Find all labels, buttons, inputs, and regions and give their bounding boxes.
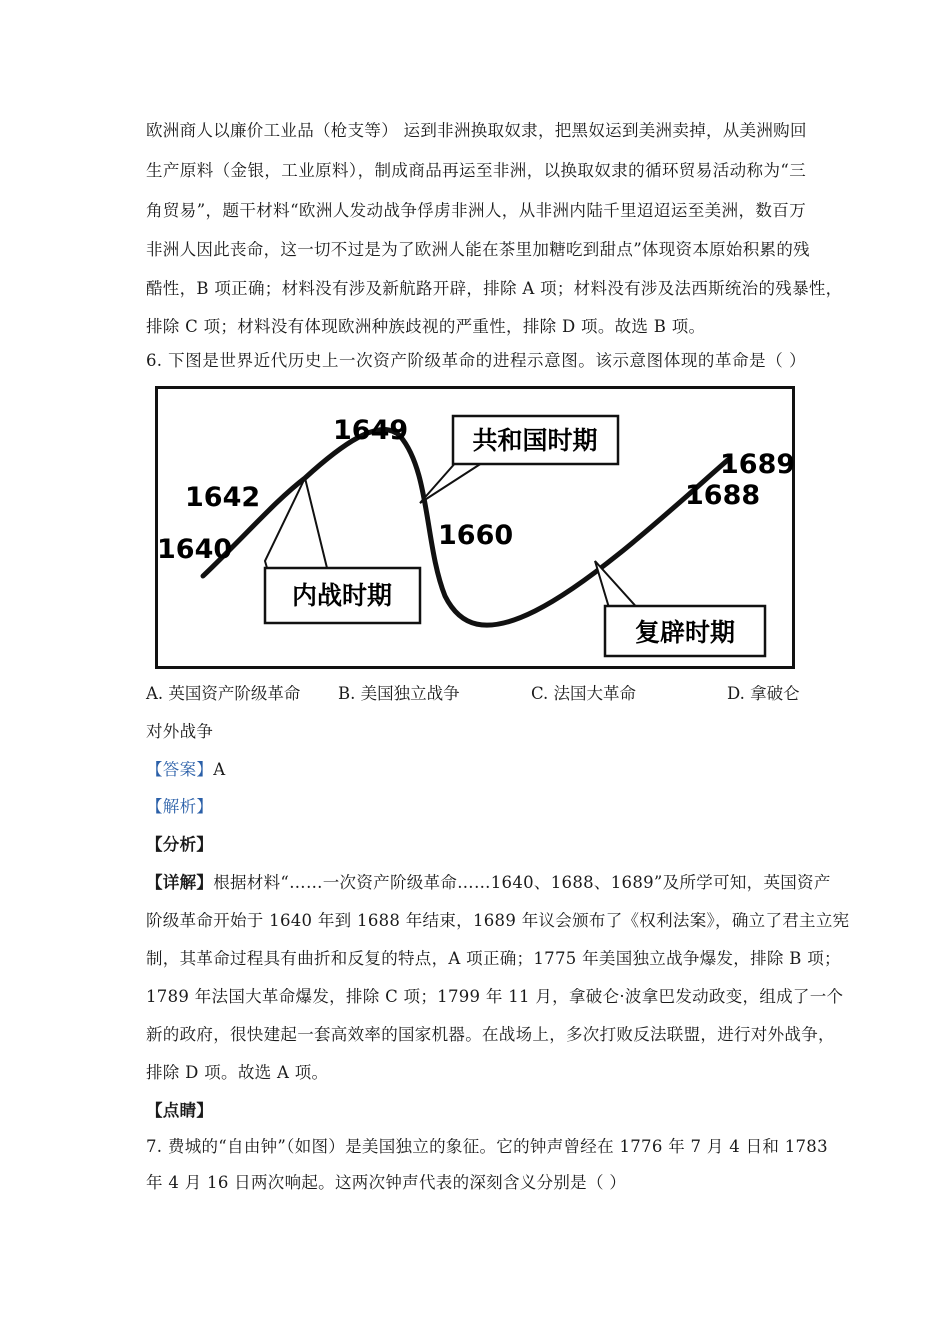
option-d: D. 拿破仑 — [727, 684, 800, 703]
option-d-continued: 对外战争 — [146, 722, 214, 741]
question-7-stem-cont: 年 4 月 16 日两次响起。这两次钟声代表的深刻含义分别是（ ） — [146, 1173, 627, 1192]
detail-line: 阶级革命开始于 1640 年到 1688 年结束，1689 年议会颁布了《权利法案》，确立了君主立宪 — [146, 911, 850, 930]
detail-line — [146, 873, 831, 893]
detail-line: 制，其革命过程具有曲折和反复的特点，A 项正确；1775 年美国独立战争爆发，排除 B 项； — [146, 949, 841, 968]
year-label-1660: 1660 — [438, 520, 514, 551]
dianjing-tag: 【点睛】 — [146, 1101, 214, 1120]
answer-value: A — [213, 760, 226, 779]
year-label-1640: 1640 — [157, 534, 233, 565]
answer-tag: 【答案】 — [146, 760, 214, 779]
year-label-1688: 1688 — [685, 480, 761, 511]
answer-line — [146, 760, 225, 780]
analysis-tag: 【解析】 — [146, 797, 214, 816]
revolution-process-diagram — [155, 386, 795, 669]
option-b: B. 美国独立战争 — [338, 684, 460, 703]
detail-line: 排除 D 项。故选 A 项。 — [146, 1063, 329, 1082]
option-c: C. 法国大革命 — [531, 684, 637, 703]
text-line: 欧洲商人以廉价工业品（枪支等） 运到非洲换取奴隶，把黑奴运到美洲卖掉，从美洲购回 — [146, 121, 807, 140]
text-line: 生产原料（金银，工业原料），制成商品再运至非洲，以换取奴隶的循环贸易活动称为“三 — [146, 161, 806, 180]
detail-line: 1789 年法国大革命爆发，排除 C 项；1799 年 11 月，拿破仑·波拿巴发动政变，组成了一个 — [146, 987, 844, 1006]
detail-text: 根据材料“……一次资产阶级革命……1640、1688、1689”及所学可知，英国资产 — [213, 873, 831, 892]
restoration-label: 复辟时期 — [634, 618, 736, 647]
text-line: 排除 C 项；材料没有体现欧洲种族歧视的严重性，排除 D 项。故选 B 项。 — [146, 317, 706, 336]
question-6-stem: 6. 下图是世界近代历史上一次资产阶级革命的进程示意图。该示意图体现的革命是（ ） — [146, 351, 806, 370]
fenxi-tag: 【分析】 — [146, 835, 214, 854]
option-a: A. 英国资产阶级革命 — [146, 684, 301, 703]
text-line: 酷性，B 项正确；材料没有涉及新航路开辟，排除 A 项；材料没有涉及法西斯统治的残暴性， — [146, 279, 843, 298]
year-label-1689: 1689 — [720, 449, 795, 480]
year-label-1649: 1649 — [333, 415, 409, 446]
civil-war-label: 内战时期 — [291, 581, 393, 610]
republic-label: 共和国时期 — [472, 426, 598, 455]
text-line: 角贸易”，题干材料“欧洲人发动战争俘虏非洲人，从非洲内陆千里迢迢运至美洲，数百万 — [146, 201, 806, 220]
year-label-1642: 1642 — [185, 482, 261, 513]
question-7-stem: 7. 费城的“自由钟”（如图）是美国独立的象征。它的钟声曾经在 1776 年 7 月 4 日和 1783 — [146, 1137, 828, 1156]
text-line: 非洲人因此丧命，这一切不过是为了欧洲人能在茶里加糖吃到甜点”体现资本原始积累的残 — [146, 240, 810, 259]
detail-line: 新的政府，很快建起一套高效率的国家机器。在战场上，多次打败反法联盟，进行对外战争， — [146, 1025, 835, 1044]
detail-tag: 【详解】 — [146, 873, 214, 892]
